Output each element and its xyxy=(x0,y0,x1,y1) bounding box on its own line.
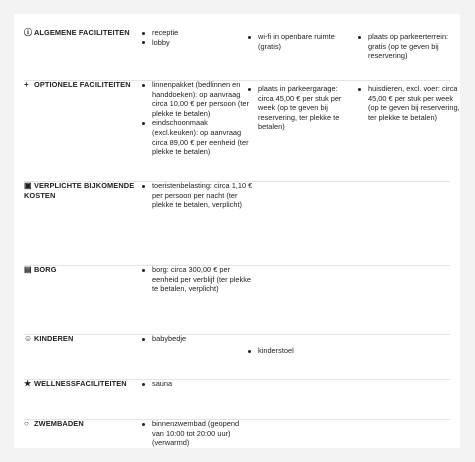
facility-list xyxy=(141,80,253,157)
section-title-text: ZWEMBADEN xyxy=(34,419,84,428)
facility-item: kinderstoel xyxy=(247,346,351,356)
facility-item: binnenzwembad (geopend van 10:00 tot 20:00 uur) (verwarmd) xyxy=(141,419,253,448)
facilities-panel xyxy=(14,14,460,448)
facility-column-1 xyxy=(141,181,253,210)
facility-item: receptie xyxy=(141,28,253,38)
facility-column-3 xyxy=(357,32,463,61)
facility-column-2 xyxy=(247,346,351,356)
facility-item: plaats op parkeerterrein: gratis (op te geven bij reservering) xyxy=(357,32,463,61)
facility-list xyxy=(357,84,463,122)
section-title-text: VERPLICHTE BIJKOMENDE KOSTEN xyxy=(24,181,135,200)
section-title xyxy=(24,419,139,429)
facility-section xyxy=(24,181,450,266)
facility-list xyxy=(247,346,351,356)
facility-list xyxy=(357,32,463,61)
section-title xyxy=(24,181,139,201)
info-icon: ⓘ xyxy=(24,28,33,37)
facility-list xyxy=(141,265,253,294)
facility-list xyxy=(247,84,351,132)
section-title-text: OPTIONELE FACILITEITEN xyxy=(34,80,131,89)
facility-item: toeristenbelasting: circa 1,10 € per persoon per nacht (ter plekke te betalen, verplicht) xyxy=(141,181,253,210)
facility-column-3 xyxy=(357,84,463,122)
facility-section xyxy=(24,80,460,182)
facility-section xyxy=(24,379,450,420)
section-title xyxy=(24,379,139,389)
facility-item: sauna xyxy=(141,379,253,389)
pool-icon: ○ xyxy=(24,419,29,428)
facility-column-2 xyxy=(247,84,351,132)
section-title-text: WELLNESSFACILITEITEN xyxy=(34,379,127,388)
deposit-icon: ▤ xyxy=(24,265,32,274)
facility-item: linnenpakket (bedlinnen en handdoeken): op aanvraag circa 10,00 € per persoon (ter plekke te betalen) xyxy=(141,80,253,118)
section-title-text: ALGEMENE FACILITEITEN xyxy=(34,28,130,37)
plus-icon: + xyxy=(24,80,29,89)
facility-column-1 xyxy=(141,419,253,448)
facility-item: lobby xyxy=(141,38,253,48)
facility-section xyxy=(24,265,450,335)
section-title-text: KINDEREN xyxy=(34,334,74,343)
facility-column-2 xyxy=(247,32,351,51)
facility-column-1 xyxy=(141,80,253,157)
facility-section xyxy=(24,28,450,81)
facility-list xyxy=(141,334,253,344)
section-title xyxy=(24,265,139,275)
facility-section xyxy=(24,334,450,380)
facility-list xyxy=(141,28,253,47)
section-title xyxy=(24,80,139,90)
facility-column-1 xyxy=(141,28,253,47)
receipt-icon: ▣ xyxy=(24,181,32,190)
child-icon: ☺ xyxy=(24,334,33,343)
facility-item: huisdieren, excl. voer: circa 45,00 € per stuk per week (op te geven bij reservering, ter plekke te betalen) xyxy=(357,84,463,122)
facility-item: plaats in parkeergarage: circa 45,00 € per stuk per week (op te geven bij reservering, ter plekke te betalen) xyxy=(247,84,351,132)
facility-list xyxy=(141,379,253,389)
facility-column-1 xyxy=(141,265,253,294)
section-title xyxy=(24,334,139,344)
facility-item: babybedje xyxy=(141,334,253,344)
facility-item: borg: circa 300,00 € per eenheid per verblijf (ter plekke te betalen, verplicht) xyxy=(141,265,253,294)
facility-list xyxy=(141,181,253,210)
section-title xyxy=(24,28,139,38)
facility-list xyxy=(247,32,351,51)
facility-list xyxy=(141,419,253,448)
facility-column-1 xyxy=(141,379,253,389)
facility-column-1 xyxy=(141,334,253,344)
facility-item: wi-fi in openbare ruimte (gratis) xyxy=(247,32,351,51)
facility-item: eindschoonmaak (excl.keuken): op aanvraag circa 89,00 € per eenheid (ter plekke te betalen) xyxy=(141,118,253,156)
star-icon: ★ xyxy=(24,379,32,388)
section-title-text: BORG xyxy=(34,265,57,274)
facility-section xyxy=(24,419,450,459)
